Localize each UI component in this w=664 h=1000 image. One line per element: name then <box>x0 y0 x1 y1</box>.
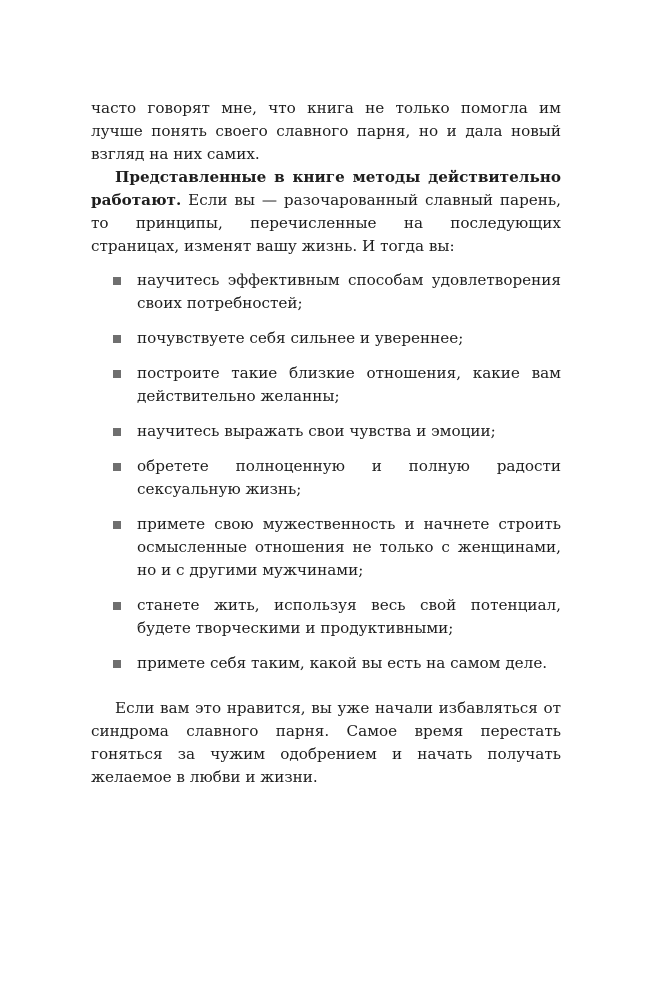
list-item <box>91 327 561 350</box>
book-page <box>91 97 561 789</box>
list-item-text: примете свою мужественность и начнете строить осмысленные отношения не только с женщинами, но и с другими мужчинами; <box>137 515 561 579</box>
list-item-text: примете себя таким, какой вы есть на самом деле. <box>137 654 548 672</box>
square-bullet-icon <box>113 277 121 285</box>
closing-paragraph: Если вам это нравится, вы уже начали избавляться от синдрома славного парня. Самое время перестать гоняться за чужим одобрением и начать получать желаемое в любви и жизни. <box>91 699 561 786</box>
list-item <box>91 455 561 501</box>
list-item-text: почувствуете себя сильнее и увереннее; <box>137 329 464 347</box>
square-bullet-icon <box>113 335 121 343</box>
list-item-text: научитесь эффективным способам удовлетворения своих потребностей; <box>137 271 561 312</box>
square-bullet-icon <box>113 463 121 471</box>
list-item-text: станете жить, используя весь свой потенциал, будете творческими и продуктивными; <box>137 596 561 637</box>
list-item <box>91 652 561 675</box>
list-item-text: построите такие близкие отношения, какие вам действительно желанны; <box>137 364 561 405</box>
methods-paragraph <box>91 166 561 258</box>
list-item <box>91 362 561 408</box>
list-item <box>91 594 561 640</box>
list-item <box>91 420 561 443</box>
intro-paragraph: часто говорят мне, что книга не только помогла им лучше понять своего славного парня, но и дала новый взгляд на них самих. <box>91 99 561 163</box>
benefits-list <box>91 269 561 675</box>
square-bullet-icon <box>113 370 121 378</box>
list-item-text: научитесь выражать свои чувства и эмоции; <box>137 422 496 440</box>
square-bullet-icon <box>113 602 121 610</box>
list-item-text: обретете полноценную и полную радости сексуальную жизнь; <box>137 457 561 498</box>
list-item <box>91 269 561 315</box>
methods-bold-lead: Представленные в книге методы действительно работают. <box>91 168 561 209</box>
methods-text: Если вы — разочарованный славный парень, то принципы, перечисленные на последующих страницах, изменят вашу жизнь. И тогда вы: <box>91 191 561 255</box>
square-bullet-icon <box>113 660 121 668</box>
square-bullet-icon <box>113 428 121 436</box>
square-bullet-icon <box>113 521 121 529</box>
list-item <box>91 513 561 582</box>
